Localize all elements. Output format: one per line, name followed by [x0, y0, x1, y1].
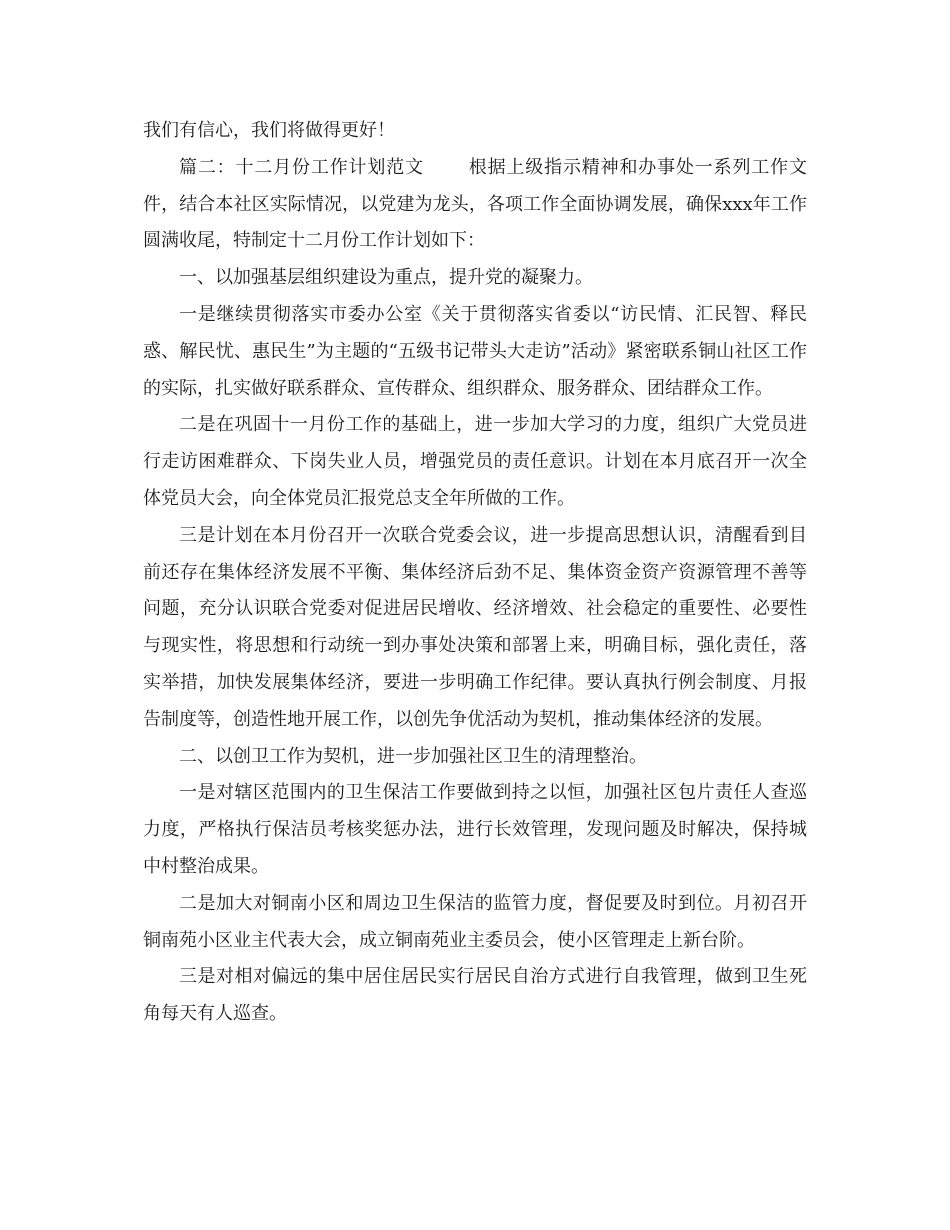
paragraph-closing-line: 我们有信心，我们将做得更好！ — [143, 120, 395, 141]
document-body — [143, 113, 807, 1033]
paragraph-sanitation-1: 一是对辖区范围内的卫生保洁工作要做到持之以恒，加强社区包片责任人查巡力度，严格执行保洁员考核奖惩办法，进行长效管理，发现问题及时解决，保持城中村整治成果。 — [143, 782, 807, 877]
heading-party-building: 一、以加强基层组织建设为重点，提升党的凝聚力。 — [179, 267, 593, 289]
paragraph-item-1: 一是继续贯彻落实市委办公室《关于贯彻落实省委以“访民情、汇民智、释民惑、解民忧、惠民生”为主题的“五级书记带头大走访”活动》紧密联系铜山社区工作的实际，扎实做好联系群众、宣传群众、组织群众、服务群众、团结群众工作。 — [143, 303, 807, 399]
section-title: 篇二：十二月份工作计划范文 — [179, 156, 424, 178]
heading-sanitation: 二、以创卫工作为契机，进一步加强社区卫生的清理整治。 — [179, 745, 647, 767]
paragraph-sanitation-3: 三是对相对偏远的集中居住居民实行居民自治方式进行自我管理，做到卫生死角每天有人巡查。 — [143, 966, 807, 1025]
paragraph-item-3: 三是计划在本月份召开一次联合党委会议，进一步提高思想认识，清醒看到目前还存在集体经济发展不平衡、集体经济后劲不足、集体资金资产资源管理不善等问题，充分认识联合党委对促进居民增收、经济增效、社会稳定的重要性、必要性与现实性，将思想和行动统一到办事处决策和部署上来，明确目标，强化责任，落实举措，加快发展集体经济，要进一步明确工作纪律。要认真执行例会制度、月报告制度等，创造性地开展工作，以创先争优活动为契机，推动集体经济的发展。 — [143, 524, 807, 730]
paragraph-sanitation-2: 二是加大对铜南小区和周边卫生保洁的监管力度，督促要及时到位。月初召开铜南苑小区业主代表大会，成立铜南苑业主委员会，使小区管理走上新台阶。 — [143, 892, 807, 951]
intro-text: 根据上级指示精神和办事处一系列工作文件，结合本社区实际情况，以党建为龙头，各项工作全面协调发展，确保xxx年工作圆满收尾，特制定十二月份工作计划如下： — [143, 156, 808, 252]
paragraph-section-two-intro — [143, 150, 807, 260]
paragraph-item-2: 二是在巩固十一月份工作的基础上，进一步加大学习的力度，组织广大党员进行走访困难群众、下岗失业人员，增强党员的责任意识。计划在本月底召开一次全体党员大会，向全体党员汇报党总支全年所做的工作。 — [143, 414, 807, 509]
